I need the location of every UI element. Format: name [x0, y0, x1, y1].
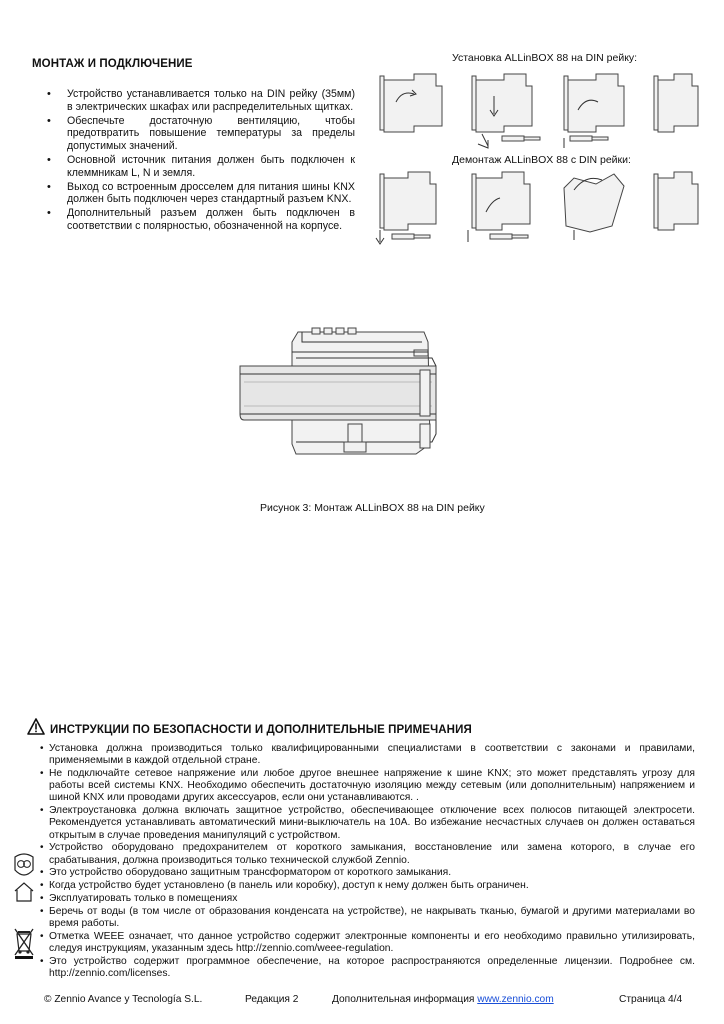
safety-item: • Не подключайте сетевое напряжение или любое другое внешнее напряжение к шине KNX; это может представлять угрозу для работы всей системы KNX. Необходимо обеспечить достаточную изоляцию между сетевым (или дополнительным) напряжением и шиной KNX или проводами других аксессуаров, если они устанавливаются. . [40, 768, 695, 805]
weee-end: . [390, 943, 394, 954]
safety-item: • Установка должна производиться только квалифицированными специалистами в соответствии с законами и правилами, применяемыми в каждой отдельной стране. [40, 743, 695, 767]
install-step-4 [654, 74, 698, 132]
safety-title: ИНСТРУКЦИИ ПО БЕЗОПАСНОСТИ И ДОПОЛНИТЕЛЬНЫЕ ПРИМЕЧАНИЯ [50, 724, 472, 736]
footer-page-number: Страница 4/4 [619, 994, 683, 1005]
safety-item-weee [40, 931, 695, 955]
mounting-bullet: • Основной источник питания должен быть подключен к клеммникам L, N и земля. [45, 154, 355, 179]
short-circuit-transformer-icon [13, 852, 35, 880]
weee-bin-icon [13, 927, 35, 959]
mounting-title: МОНТАЖ И ПОДКЛЮЧЕНИЕ [32, 58, 193, 70]
weee-text: Отметка WEEE означает, что данное устройство содержит электронные компоненты и его необходимо правильно утилизировать, следуя инструкциям, указанным здесь [49, 930, 695, 954]
safety-item: • Устройство оборудовано предохранителем от короткого замыкания, восстановление или замена которого, в случае его срабатывания, должна производиться только технической службой Zennio. [40, 842, 695, 866]
footer-edition: Редакция 2 [245, 994, 299, 1005]
remove-step-2 [468, 172, 530, 242]
install-step-2 [472, 74, 540, 148]
remove-step-1 [376, 172, 436, 244]
install-sequence-diagram [374, 66, 704, 150]
figure-caption: Рисунок 3: Монтаж ALLinBOX 88 на DIN рейку [260, 502, 485, 514]
safety-item: • Электроустановка должна включать защитное устройство, обеспечивающее отключение всех полюсов питающей электросети. Рекомендуется устанавливать автоматический мини-выключатель на 10А. Во избежание несчастных случаев он должен оставаться открытым в случае проведения манипуляций с устройством. [40, 805, 695, 842]
footer-more-info-label: Дополнительная информация [332, 994, 478, 1005]
safety-item: • Это устройство оборудовано защитным трансформатором от короткого замыкания. [40, 867, 695, 879]
mounting-bullet: • Устройство устанавливается только на DIN рейку (35мм) в электрических шкафах или распределительных щитках. [45, 88, 355, 113]
mounting-bullet-list [45, 88, 355, 234]
mounting-bullet: • Дополнительный разъем должен быть подключен в соответствии с полярностью, обозначенной на корпусе. [45, 207, 355, 232]
warning-icon [27, 718, 45, 735]
safety-item: • Эксплуатировать только в помещениях [40, 893, 695, 905]
remove-label: Демонтаж ALLinBOX 88 с DIN рейки: [452, 154, 631, 166]
device-on-din-rail-image [236, 324, 446, 464]
install-step-3 [564, 74, 624, 148]
safety-list [40, 743, 695, 981]
safety-item: • Когда устройство будет установлено (в панель или коробку), доступ к нему должен быть ограничен. [40, 880, 695, 892]
mounting-bullet: • Обеспечьте достаточную вентиляцию, чтобы предотвратить повышение температуры за пределы допустимых значений. [45, 115, 355, 153]
weee-link[interactable]: http://zennio.com/weee-regulation [235, 943, 391, 954]
footer-website-link[interactable]: www.zennio.com [477, 994, 554, 1005]
safety-item: • Беречь от воды (в том числе от образования конденсата на устройстве), не накрывать тканью, бумагой и другими материалами во время работы. [40, 906, 695, 930]
remove-step-3 [564, 174, 624, 240]
remove-sequence-diagram [374, 168, 704, 248]
safety-item-license: • Это устройство содержит программное обеспечение, на которое распространяются определенные лицензии. Подробнее см. http://zennio.com/licenses. [40, 956, 695, 980]
footer-more-info [332, 994, 554, 1005]
indoor-use-icon [13, 882, 35, 902]
install-step-1 [380, 74, 442, 132]
footer-company: © Zennio Avance y Tecnología S.L. [44, 994, 203, 1005]
remove-step-4 [654, 172, 698, 230]
mounting-bullet: • Выход со встроенным дросселем для питания шины KNX должен быть подключен через стандартный разъем KNX. [45, 181, 355, 206]
install-label: Установка ALLinBOX 88 на DIN рейку: [452, 52, 638, 64]
